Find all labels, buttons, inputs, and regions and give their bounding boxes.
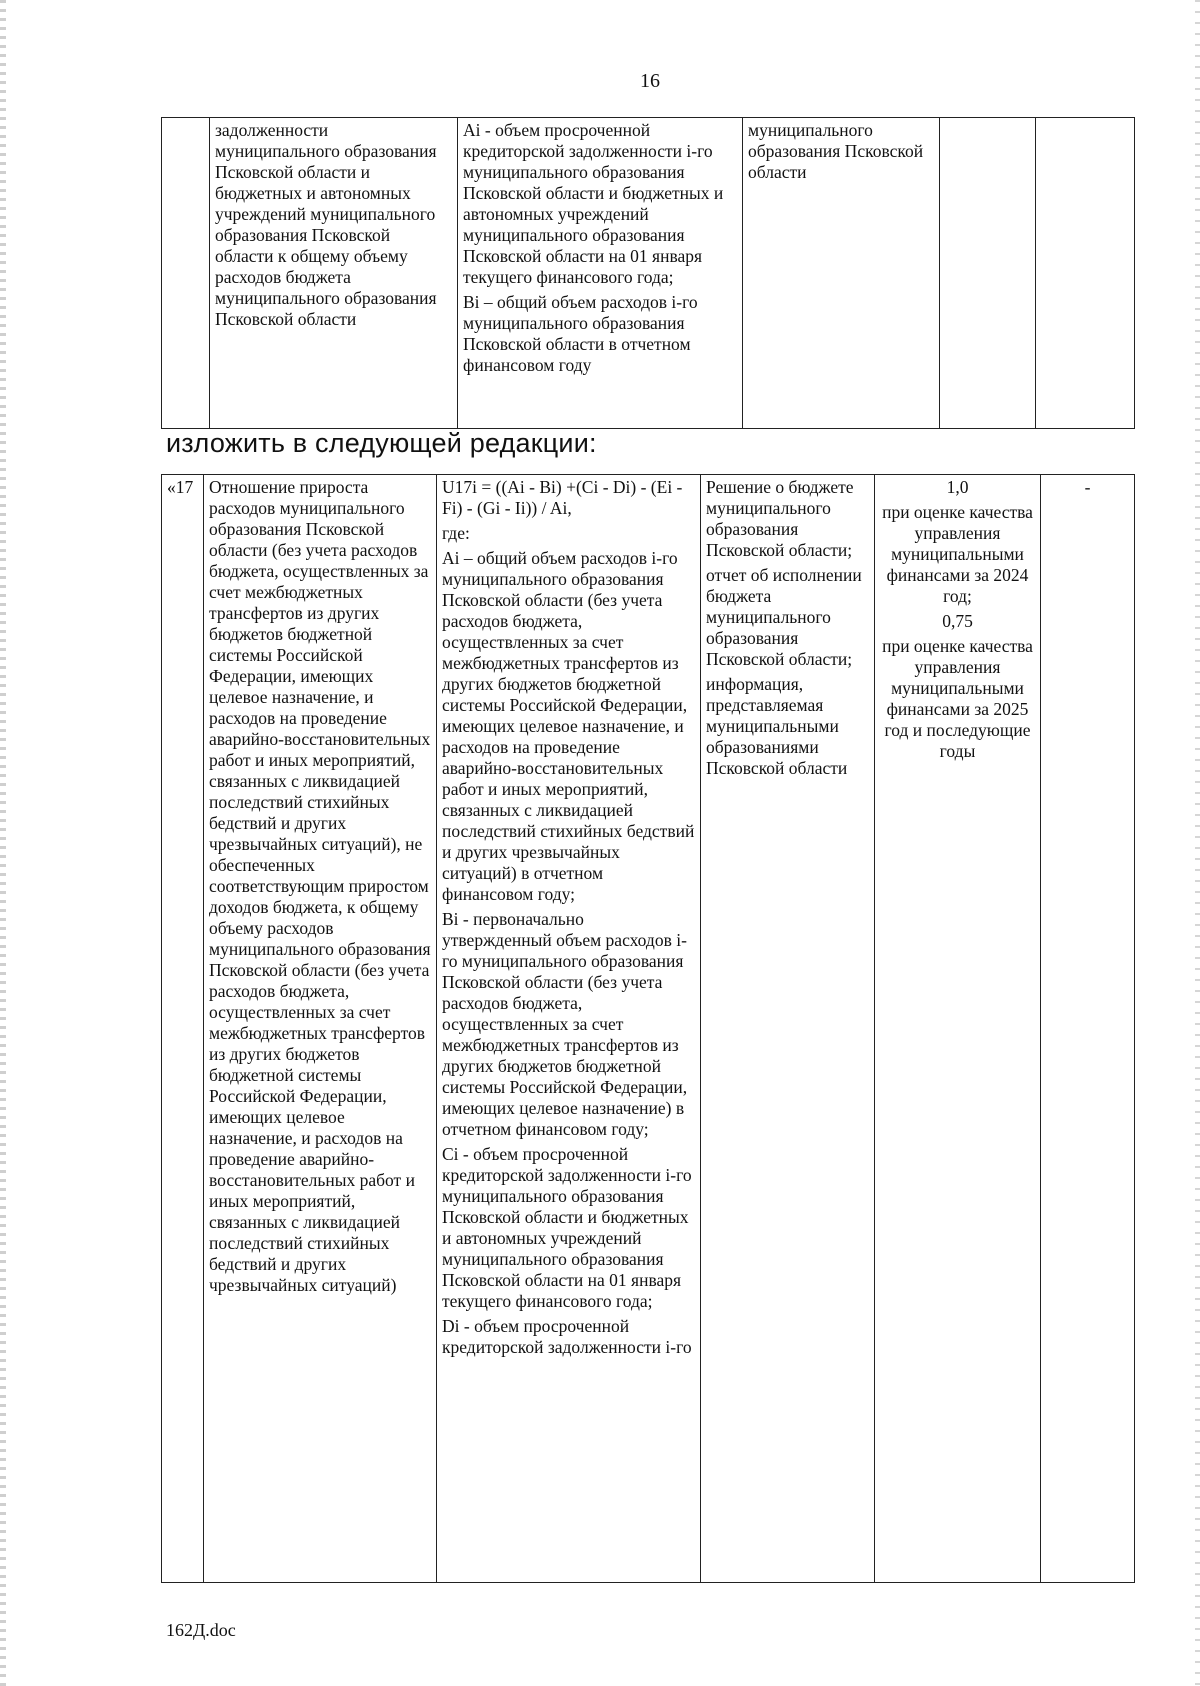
formula-paragraph: Di - объем просроченной кредиторской задолженности i-го: [442, 1316, 692, 1357]
section-heading: изложить в следующей редакции:: [166, 428, 597, 458]
row-number-cell: [162, 475, 204, 1583]
formula-expression: U17i = ((Ai - Bi) +(Ci - Di) - (Ei - Fi) - (Gi - Ii)) / Ai,: [442, 477, 683, 518]
table-row: [162, 118, 1135, 429]
footer-filename: 162Д.doc: [166, 1620, 236, 1640]
formula-cell: [437, 475, 701, 1583]
indicator-cell: [210, 118, 458, 429]
dash-value: -: [1084, 477, 1091, 497]
formula-paragraph: Ai - объем просроченной кредиторской задолженности i-го муниципального образования Псковской области и бюджетных и автономных учреждений муниципального образования Псковской области на 01 января текущего финансового года;: [463, 120, 724, 287]
value-description: при оценке качества управления муниципальными финансами за 2024 год;: [882, 502, 1033, 606]
value-description: при оценке качества управления муниципальными финансами за 2025 год и последующие годы: [882, 636, 1033, 761]
indicator-cell: [204, 475, 437, 1583]
formula-paragraph: Ai – общий объем расходов i-го муниципального образования Псковской области (без учета расходов бюджета, осуществленных за счет межбюджетных трансфертов из других бюджетов бюджетной системы Российской Федерации, имеющих целевое назначение, и расходов на проведение аварийно-восстановительных работ и иных мероприятий, связанных с ликвидацией последствий стихийных бедствий и других чрезвычайных ситуаций) в отчетном финансовом году;: [442, 548, 695, 904]
formula-paragraph: где:: [442, 523, 470, 543]
table-row: [162, 475, 1135, 1583]
value-number: 1,0: [946, 477, 969, 497]
page-number: 16: [640, 70, 660, 92]
value-cell: [875, 475, 1041, 1583]
extra-cell: [1036, 118, 1135, 429]
scan-edge-right: [1195, 0, 1200, 1686]
value-cell: [940, 118, 1036, 429]
formula-paragraph: Bi - первоначально утвержденный объем расходов i-го муниципального образования Псковской области (без учета расходов бюджета, осуществленных за счет межбюджетных трансфертов из других бюджетов бюджетной системы Российской Федерации, имеющих целевое назначение) в отчетном финансовом году;: [442, 909, 688, 1139]
source-text: муниципального образования Псковской области: [748, 120, 924, 182]
source-cell: [701, 475, 875, 1583]
formula-paragraph: Bi – общий объем расходов i-го муниципального образования Псковской области в отчетном финансовом году: [463, 292, 698, 375]
source-paragraph: Решение о бюджете муниципального образования Псковской области;: [706, 477, 854, 560]
criteria-table-previous: [161, 117, 1135, 429]
source-cell: [743, 118, 940, 429]
indicator-text: задолженности муниципального образования Псковской области и бюджетных и автономных учреждений муниципального образования Псковской области к общему объему расходов бюджета муниципального образования Псковской области: [215, 120, 437, 329]
value-number: 0,75: [942, 611, 973, 631]
formula-cell: [458, 118, 743, 429]
source-paragraph: отчет об исполнении бюджета муниципального образования Псковской области;: [706, 565, 862, 669]
formula-paragraph: Ci - объем просроченной кредиторской задолженности i-го муниципального образования Псковской области и бюджетных и автономных учреждений муниципального образования Псковской области на 01 января текущего финансового года;: [442, 1144, 692, 1311]
criteria-table-new: [161, 474, 1135, 1583]
source-paragraph: информация, представляемая муниципальными образованиями Псковской области: [706, 674, 848, 778]
row-number-cell: [162, 118, 210, 429]
scan-edge-left: [0, 0, 6, 1686]
row-number: «17: [167, 477, 194, 497]
indicator-text: Отношение прироста расходов муниципального образования Псковской области (без учета расходов бюджета, осуществленных за счет межбюджетных трансфертов из других бюджетов бюджетной системы Российской Федерации, имеющих целевое назначение, и расходов на проведение аварийно-восстановительных работ и иных мероприятий, связанных с ликвидацией последствий стихийных бедствий и других чрезвычайных ситуаций), не обеспеченных соответствующим приростом доходов бюджета, к общему объему расходов муниципального образования Псковской области (без учета расходов бюджета, осуществленных за счет межбюджетных трансфертов из других бюджетов бюджетной системы Российской Федерации, имеющих целевое назначение, и расходов на проведение аварийно-восстановительных работ и иных мероприятий, связанных с ликвидацией последствий стихийных бедствий и других чрезвычайных ситуаций): [209, 477, 431, 1295]
extra-cell: [1041, 475, 1135, 1583]
